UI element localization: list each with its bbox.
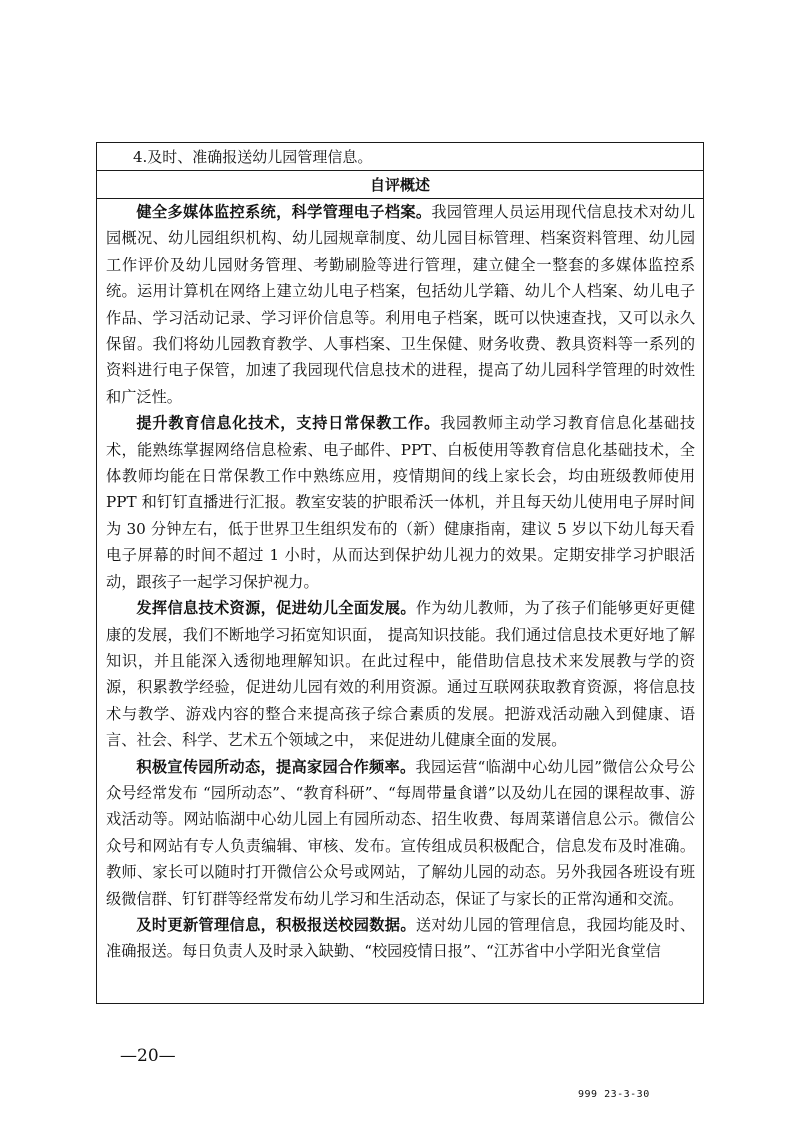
top-row-text: 4.及时、准确报送幼儿园管理信息。 — [97, 143, 703, 171]
paragraph-heading: 发挥信息技术资源，促进幼儿全面发展。 — [136, 599, 416, 618]
paragraph-1 — [106, 199, 695, 410]
paragraph-text: 我园运营“临湖中心幼儿园”微信公众号公众号经常发布 “园所动态”、“教育科研”、“每周带量食谱”以及幼儿在园的课程故事、游戏活动等。网站临湖中心幼儿园上有园所动态、招生收费、每周菜谱信息公示。微信公众号和网站有专人负责编辑、审核、发布。宣传组成员积极配合，信息发布及时准确。教师、家长可以随时打开微信公众号或网站，了解幼儿园的动态。另外我园各班设有班级微信群、钉钉群等经常发布幼儿学习和生活动态，保证了与家长的正常沟通和交流。 — [106, 757, 696, 908]
overview-body — [97, 199, 703, 965]
paragraph-2 — [106, 410, 695, 595]
paragraph-text: 送对幼儿园的管理信息，我园均能及时、准确报送。每日负责人及时录入缺勤、“校园疫情日报”、“江苏省中小学阳光食堂信 — [106, 915, 696, 961]
page-number: —20— — [120, 1046, 176, 1066]
paragraph-4 — [106, 754, 695, 912]
paragraph-3 — [106, 595, 695, 753]
paragraph-text: 我园教师主动学习教育信息化基础技术，能熟练掌握网络信息检索、电子邮件、PPT、白板使用等教育信息化基础技术，全体教师均能在日常保教工作中熟练应用，疫情期间的线上家长会，均由班级教师使用 PPT 和钉钉直播进行汇报。教室安装的护眼希沃一体机，并且每天幼儿使用电子屏时间为 30 分钟左右，低于世界卫生组织发布的（新）健康指南，建议 5 岁以下幼儿每天看电子屏幕的时间不超过 1 小时，从而达到保护幼儿视力的效果。定期安排学习护眼活动，跟孩子一起学习保护视力。 — [106, 414, 696, 591]
paragraph-text: 作为幼儿教师，为了孩子们能够更好更健康的发展，我们不断地学习拓宽知识面， 提高知识技能。我们通过信息技术更好地了解知识，并且能深入透彻地理解知识。在此过程中，能借助信息技术来发展教与学的资源，积累教学经验，促进幼儿园有效的利用资源。通过互联网获取教育资源，将信息技术与教学、游戏内容的整合来提高孩子综合素质的发展。把游戏活动融入到健康、语言、社会、科学、艺术五个领域之中， 来促进幼儿健康全面的发展。 — [106, 599, 696, 750]
section-title: 自评概述 — [97, 171, 703, 199]
paragraph-5 — [106, 912, 695, 965]
paragraph-heading: 及时更新管理信息，积极报送校园数据。 — [136, 915, 416, 934]
print-stamp: 999 23-3-30 — [578, 1089, 650, 1100]
paragraph-heading: 积极宣传园所动态，提高家园合作频率。 — [136, 757, 416, 776]
paragraph-heading: 提升教育信息化技术，支持日常保教工作。 — [136, 414, 441, 433]
evaluation-table — [96, 142, 704, 1004]
paragraph-text: 我园管理人员运用现代信息技术对幼儿园概况、幼儿园组织机构、幼儿园规章制度、幼儿园目标管理、档案资料管理、幼儿园工作评价及幼儿园财务管理、考勤刷脸等进行管理，建立健全一整套的多媒体监控系统。运用计算机在网络上建立幼儿电子档案，包括幼儿学籍、幼儿个人档案、幼儿电子作品、学习活动记录、学习评价信息等。利用电子档案，既可以快速查找，又可以永久保留。我们将幼儿园教育教学、人事档案、卫生保健、财务收费、教具资料等一系列的资料进行电子保管，加速了我园现代信息技术的进程，提高了幼儿园科学管理的时效性和广泛性。 — [106, 203, 696, 406]
paragraph-heading: 健全多媒体监控系统，科学管理电子档案。 — [136, 203, 432, 221]
